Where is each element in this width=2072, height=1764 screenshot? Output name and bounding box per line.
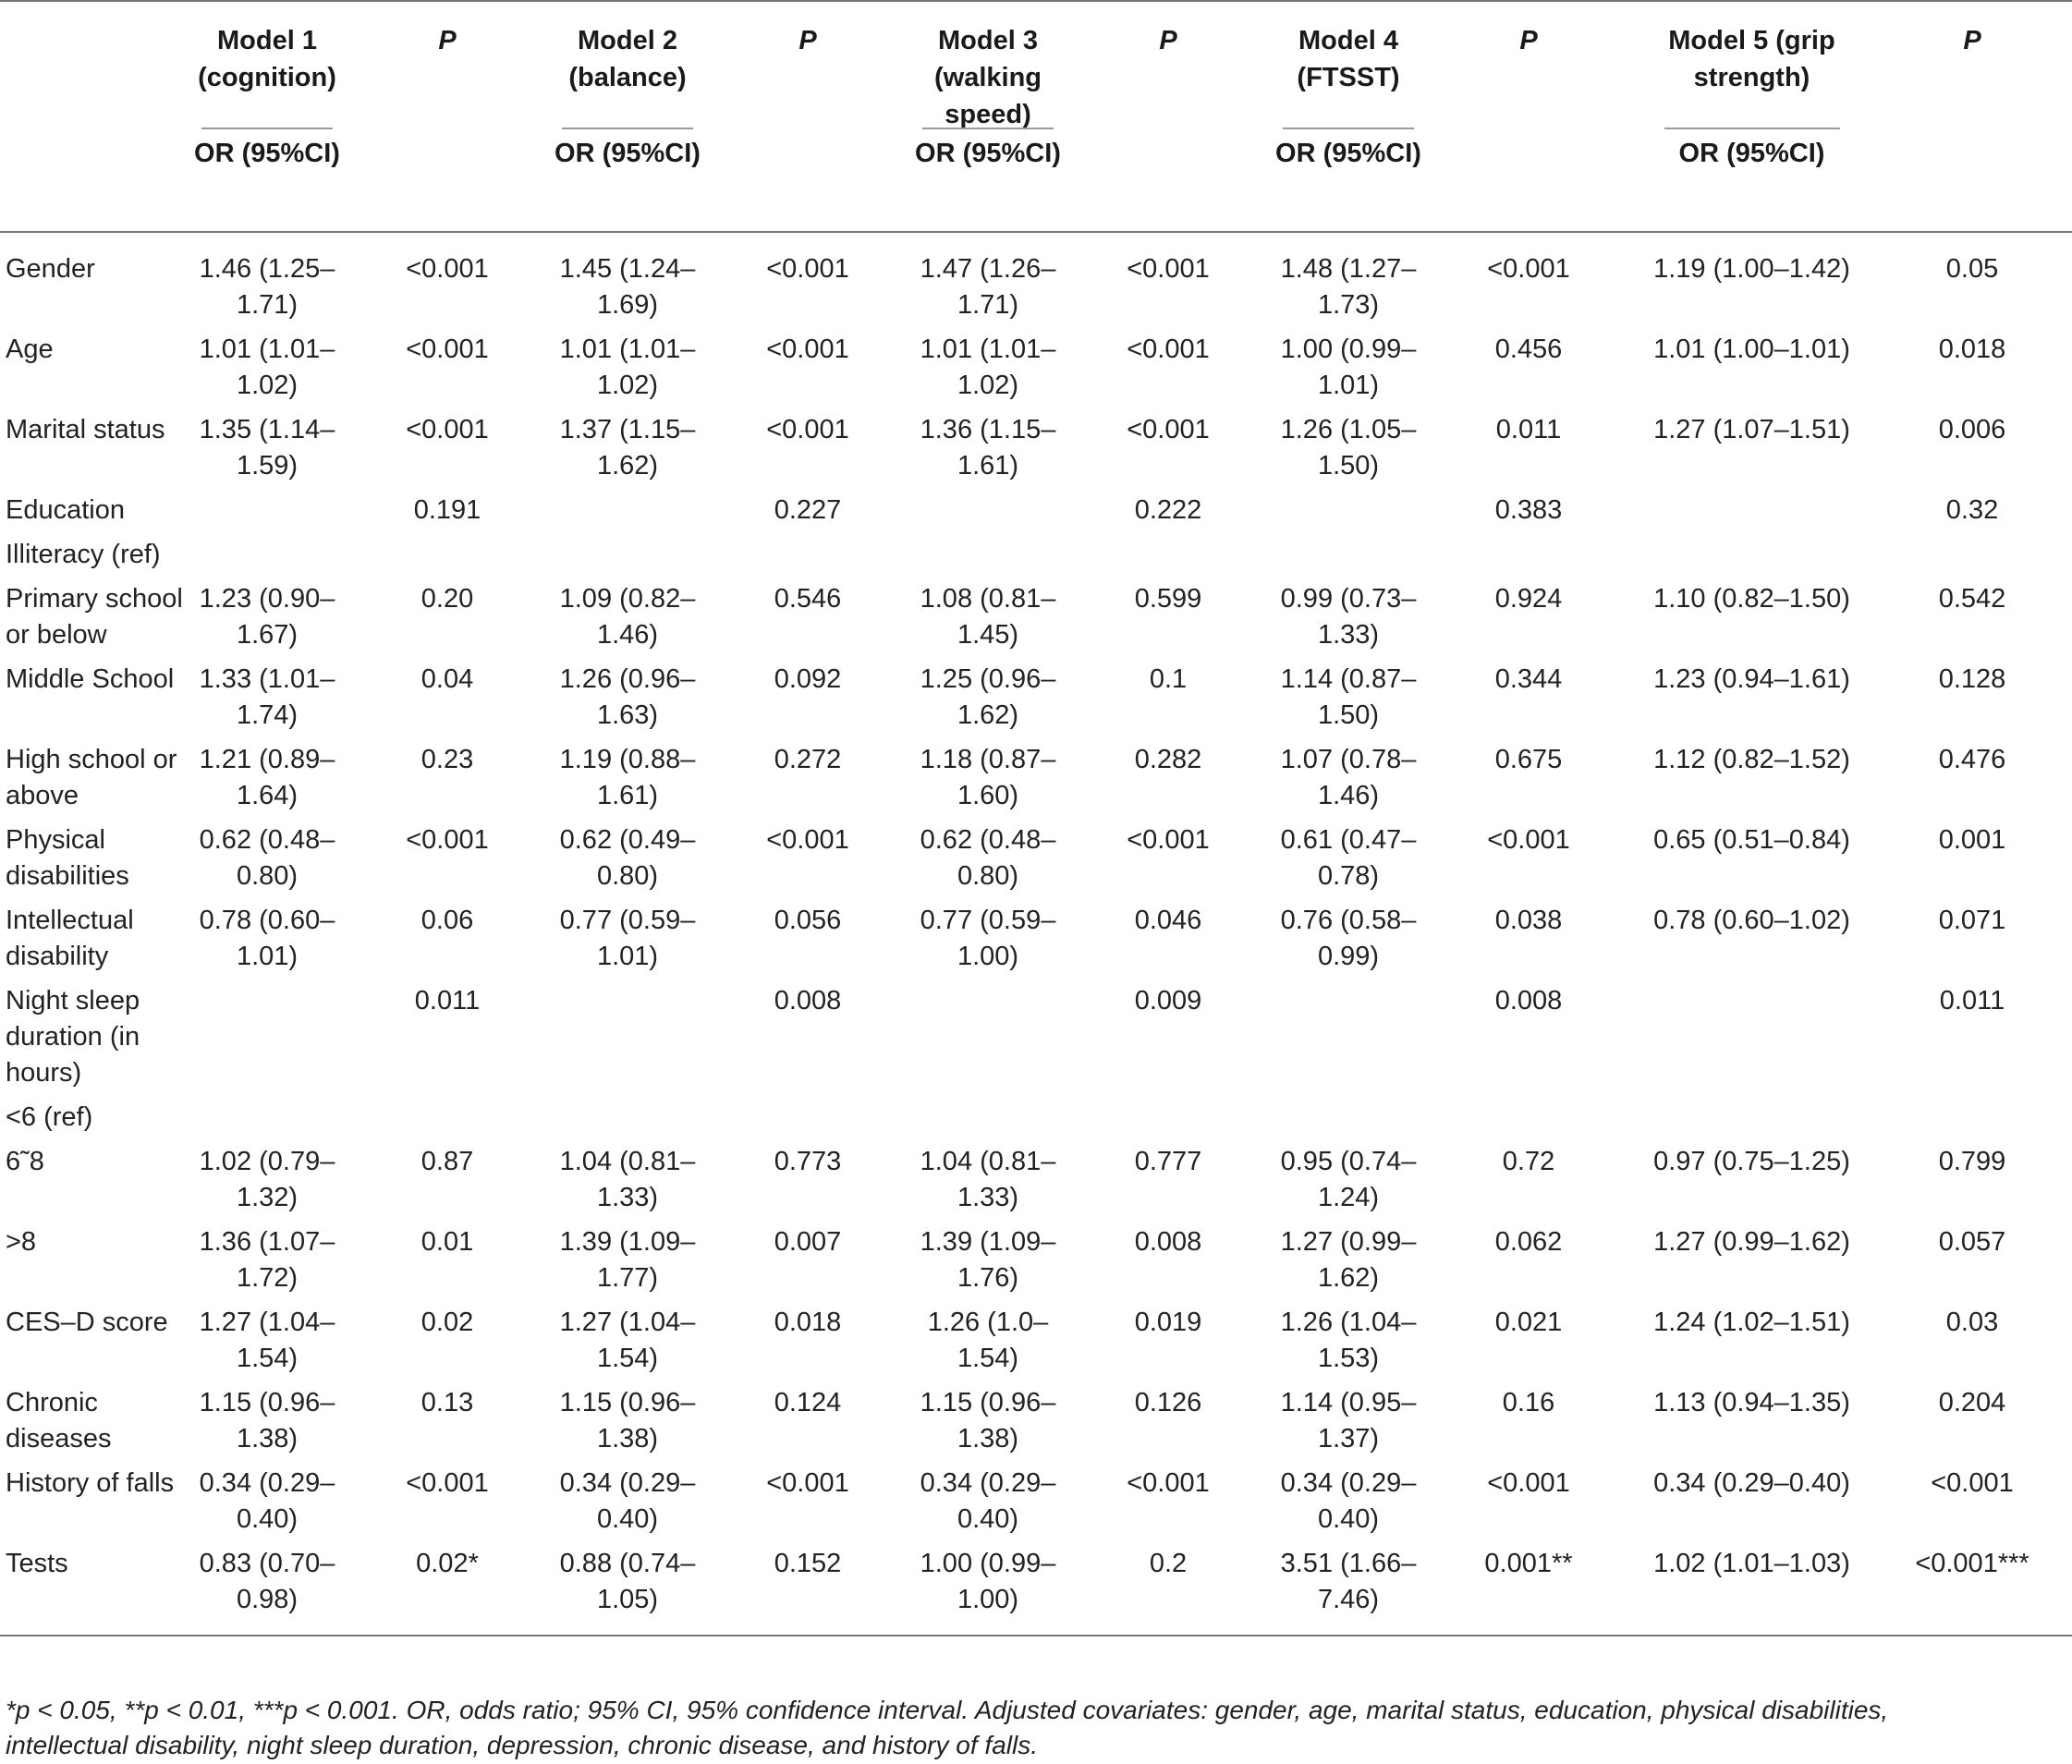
p-value-cell	[1426, 1100, 1631, 1144]
or-ci-cell: 1.47 (1.26–1.71)	[910, 232, 1066, 332]
or-ci-cell: 0.95 (0.74–1.24)	[1280, 1147, 1417, 1212]
or-ci-cell: 0.88 (0.74–1.05)	[550, 1546, 705, 1636]
table-row	[0, 742, 2072, 822]
p-value-cell: 0.222	[1134, 495, 1202, 525]
or-ci-cell: 1.13 (0.94–1.35)	[1653, 1388, 1850, 1417]
p-value-cell: 0.02*	[345, 1546, 550, 1636]
or-ci-cell: 1.25 (0.96–1.62)	[920, 664, 1056, 730]
table-header	[0, 1, 2072, 232]
p-value-cell: <0.001	[766, 1468, 849, 1498]
p-value-cell: <0.001	[766, 825, 849, 855]
p-value-cell: 0.011	[1939, 986, 2005, 1016]
table-row	[0, 1385, 2072, 1466]
p-value-cell: 0.675	[1494, 745, 1563, 774]
or-ci-cell	[1631, 493, 1872, 537]
table-row	[0, 1100, 2072, 1144]
p-value-cell: 0.05	[1872, 232, 2072, 332]
row-label: Primary school or below	[6, 584, 183, 650]
row-label: Tests	[0, 1546, 189, 1636]
p-value-cell: 0.32	[1945, 495, 1999, 525]
or-ci-cell: 0.78 (0.60–1.02)	[1653, 906, 1850, 935]
or-ci-cell	[189, 493, 345, 537]
or-ci-cell: 1.14 (0.87–1.50)	[1280, 664, 1417, 730]
or-ci-cell: 0.34 (0.29–0.40)	[559, 1468, 696, 1534]
p-value-cell: 0.126	[1134, 1388, 1202, 1417]
p-value-cell: 0.008	[1494, 986, 1563, 1016]
p-value-cell	[345, 537, 550, 581]
header-model-2: Model 2 (balance)	[550, 1, 705, 133]
p-value-cell: 0.018	[774, 1308, 842, 1337]
table-row	[0, 412, 2072, 493]
p-value-cell: 0.007	[774, 1227, 842, 1257]
p-value-cell: 0.227	[774, 495, 842, 525]
p-value-cell: 0.02	[420, 1308, 474, 1337]
p-value-cell: 0.046	[1134, 906, 1202, 935]
or-ci-cell: 1.23 (0.94–1.61)	[1653, 664, 1850, 694]
p-value-cell: 0.476	[1938, 745, 2006, 774]
or-ci-cell: 0.76 (0.58–0.99)	[1280, 906, 1417, 971]
table-row	[0, 1466, 2072, 1546]
p-value-cell	[1066, 1100, 1271, 1144]
or-ci-cell: 1.14 (0.95–1.37)	[1280, 1388, 1417, 1454]
p-value-cell: <0.001	[1426, 232, 1631, 332]
or-ci-cell: 1.27 (1.07–1.51)	[1653, 415, 1850, 444]
header-model-1: Model 1 (cognition)	[189, 1, 345, 133]
or-ci-cell: 0.99 (0.73–1.33)	[1280, 584, 1417, 650]
row-label: Illiteracy (ref)	[6, 540, 161, 569]
table-footnote: *p < 0.05, **p < 0.01, ***p < 0.001. OR, odds ratio; 95% CI, 95% confidence interval. Adjusted covariates: gender, age, marital status, education, physical disabilities, intellectual disability, night sleep duration, depression, chronic disease, and history of falls.	[6, 1696, 1889, 1759]
row-label: Gender	[0, 232, 189, 332]
p-value-cell: <0.001	[1487, 1468, 1570, 1498]
p-value-cell: 0.019	[1134, 1308, 1202, 1337]
header-cell	[0, 1, 189, 133]
table-body	[0, 232, 2072, 1636]
or-ci-cell	[550, 537, 705, 581]
p-value-cell: 0.13	[420, 1388, 474, 1417]
p-value-cell: <0.001	[345, 232, 550, 332]
or-ci-cell: 1.04 (0.81–1.33)	[559, 1147, 696, 1212]
or-ci-cell: 1.27 (0.99–1.62)	[1280, 1227, 1417, 1293]
row-label: Physical disabilities	[6, 825, 129, 891]
p-value-cell: <0.001	[406, 335, 489, 364]
or-ci-cell: 1.08 (0.81–1.45)	[920, 584, 1056, 650]
p-value-cell: 0.04	[420, 664, 474, 694]
p-value-cell: <0.001***	[1872, 1546, 2072, 1636]
or-ci-cell	[1631, 537, 1872, 581]
subheader-empty	[0, 133, 189, 232]
or-ci-cell: 0.97 (0.75–1.25)	[1653, 1147, 1850, 1176]
row-label: >8	[6, 1227, 37, 1257]
or-ci-cell	[910, 537, 1066, 581]
p-value-cell: <0.001	[1127, 415, 1210, 444]
or-ci-cell	[1271, 1100, 1426, 1144]
table-row	[0, 1546, 2072, 1636]
row-label: Age	[6, 335, 54, 364]
row-label: History of falls	[6, 1468, 175, 1498]
subheader-empty	[345, 133, 550, 232]
p-value-cell: 0.777	[1134, 1147, 1202, 1176]
header-model-5: Model 5 (grip strength)	[1631, 1, 1872, 133]
p-value-cell: 0.20	[420, 584, 474, 614]
or-ci-cell	[550, 1100, 705, 1144]
p-value-cell: 0.456	[1494, 335, 1563, 364]
or-ci-cell: 1.36 (1.15–1.61)	[920, 415, 1056, 481]
or-ci-cell	[1631, 983, 1872, 1100]
header-model-3: Model 3 (walking speed)	[910, 1, 1066, 133]
or-ci-cell: 1.26 (0.96–1.63)	[559, 664, 696, 730]
row-label: High school or above	[6, 745, 177, 810]
or-ci-cell: 0.34 (0.29–0.40)	[920, 1468, 1056, 1534]
or-ci-cell: 1.27 (1.04–1.54)	[199, 1308, 335, 1373]
p-value-cell: <0.001	[406, 415, 489, 444]
table-row	[0, 232, 2072, 332]
or-ci-cell: 0.62 (0.49–0.80)	[559, 825, 696, 891]
p-value-cell: 0.546	[774, 584, 842, 614]
p-value-cell: <0.001	[1127, 825, 1210, 855]
or-ci-cell: 1.23 (0.90–1.67)	[199, 584, 335, 650]
p-value-cell: 0.16	[1502, 1388, 1555, 1417]
or-ci-cell: 1.01 (1.01–1.02)	[199, 335, 335, 400]
or-ci-cell: 0.62 (0.48–0.80)	[920, 825, 1056, 891]
p-value-cell: <0.001	[705, 232, 910, 332]
p-value-cell: 0.23	[420, 745, 474, 774]
row-label: Intellectual disability	[6, 906, 134, 971]
p-value-cell: 0.128	[1938, 664, 2006, 694]
or-ci-cell: 1.15 (0.96–1.38)	[559, 1388, 696, 1454]
p-value-cell: 0.006	[1938, 415, 2006, 444]
table-row	[0, 983, 2072, 1100]
header-p: P	[1426, 1, 1631, 133]
or-ci-cell: 1.26 (1.05–1.50)	[1280, 415, 1417, 481]
p-value-cell	[1426, 537, 1631, 581]
table-row	[0, 581, 2072, 662]
or-ci-cell: 1.46 (1.25–1.71)	[189, 232, 345, 332]
header-divider	[922, 128, 1054, 129]
p-value-cell: 0.021	[1494, 1308, 1563, 1337]
or-ci-cell: 1.35 (1.14–1.59)	[199, 415, 335, 481]
or-ci-cell: 0.34 (0.29–0.40)	[199, 1468, 335, 1534]
or-ci-cell: 1.12 (0.82–1.52)	[1653, 745, 1850, 774]
table-row	[0, 822, 2072, 903]
p-value-cell: 0.009	[1134, 986, 1202, 1016]
header-p: P	[705, 1, 910, 133]
or-ci-cell: 1.48 (1.27–1.73)	[1271, 232, 1426, 332]
p-value-cell: 0.008	[1134, 1227, 1202, 1257]
p-value-cell: 0.191	[413, 495, 481, 525]
or-ci-cell: 1.21 (0.89–1.64)	[199, 745, 335, 810]
or-ci-cell: 1.39 (1.09–1.77)	[559, 1227, 696, 1293]
row-label: <6 (ref)	[6, 1102, 93, 1132]
row-label: Marital status	[6, 415, 165, 444]
p-value-cell: 0.542	[1938, 584, 2006, 614]
header-p: P	[345, 1, 550, 133]
p-value-cell: 0.599	[1134, 584, 1202, 614]
or-ci-cell: 1.01 (1.01–1.02)	[920, 335, 1056, 400]
or-ci-cell: 1.02 (1.01–1.03)	[1631, 1546, 1872, 1636]
p-value-cell: <0.001	[1127, 335, 1210, 364]
table-row	[0, 1305, 2072, 1385]
subheader-label: OR (95%CI)	[194, 139, 340, 168]
p-value-cell: 0.272	[774, 745, 842, 774]
or-ci-cell: 0.62 (0.48–0.80)	[199, 825, 335, 891]
p-value-cell: 0.282	[1134, 745, 1202, 774]
header-divider	[1283, 128, 1414, 129]
or-ci-cell: 0.78 (0.60–1.01)	[199, 906, 335, 971]
or-ci-cell: 1.01 (1.01–1.02)	[559, 335, 696, 400]
or-ci-cell	[550, 983, 705, 1100]
or-ci-cell: 1.45 (1.24–1.69)	[550, 232, 705, 332]
subheader-label: OR (95%CI)	[555, 139, 701, 168]
p-value-cell	[705, 1100, 910, 1144]
p-value-cell: <0.001	[1127, 1468, 1210, 1498]
subheader-or-ci	[1631, 133, 1872, 232]
table-row	[0, 493, 2072, 537]
p-value-cell	[705, 537, 910, 581]
p-value-cell	[1066, 537, 1271, 581]
p-value-cell: 0.01	[420, 1227, 474, 1257]
header-divider	[201, 128, 333, 129]
subheader-empty	[705, 133, 910, 232]
subheader-or-ci	[910, 133, 1066, 232]
header-p: P	[1066, 1, 1271, 133]
or-ci-cell: 0.77 (0.59–1.01)	[559, 906, 696, 971]
table-row	[0, 537, 2072, 581]
or-ci-cell: 1.19 (0.88–1.61)	[559, 745, 696, 810]
subheader-empty	[1872, 133, 2072, 232]
p-value-cell: 0.001	[1938, 825, 2006, 855]
or-ci-cell: 1.10 (0.82–1.50)	[1653, 584, 1850, 614]
or-ci-cell: 1.01 (1.00–1.01)	[1653, 335, 1850, 364]
header-model-4: Model 4 (FTSST)	[1271, 1, 1426, 133]
p-value-cell: 0.038	[1494, 906, 1563, 935]
p-value-cell	[345, 1100, 550, 1144]
p-value-cell	[1872, 1100, 2072, 1144]
table-row	[0, 1144, 2072, 1224]
or-ci-cell	[1631, 1100, 1872, 1144]
p-value-cell: <0.001	[766, 335, 849, 364]
p-value-cell	[1872, 537, 2072, 581]
row-label: Night sleep duration (in hours)	[6, 986, 140, 1088]
subheader-label: OR (95%CI)	[1275, 139, 1421, 168]
header-row	[0, 1, 2072, 133]
or-ci-cell: 0.34 (0.29–0.40)	[1280, 1468, 1417, 1534]
or-ci-cell: 1.26 (1.0–1.54)	[927, 1308, 1049, 1373]
table-row	[0, 662, 2072, 742]
p-value-cell: 0.057	[1938, 1227, 2006, 1257]
p-value-cell: 0.06	[420, 906, 474, 935]
p-value-cell: 0.87	[420, 1147, 474, 1176]
p-value-cell: 0.773	[774, 1147, 842, 1176]
or-ci-cell	[910, 1100, 1066, 1144]
row-label: 6˜8	[6, 1147, 44, 1176]
table-row	[0, 332, 2072, 412]
header-divider	[562, 128, 693, 129]
or-ci-cell: 0.34 (0.29–0.40)	[1653, 1468, 1850, 1498]
or-ci-cell: 1.19 (1.00–1.42)	[1631, 232, 1872, 332]
p-value-cell: 0.204	[1938, 1388, 2006, 1417]
or-ci-cell: 1.36 (1.07–1.72)	[199, 1227, 335, 1293]
p-value-cell: 0.056	[774, 906, 842, 935]
or-ci-cell	[910, 493, 1066, 537]
p-value-cell: 0.72	[1502, 1147, 1555, 1176]
p-value-cell: 0.018	[1938, 335, 2006, 364]
or-ci-cell	[1271, 537, 1426, 581]
p-value-cell: 0.924	[1494, 584, 1563, 614]
or-ci-cell: 3.51 (1.66–7.46)	[1271, 1546, 1426, 1636]
subheader-row	[0, 133, 2072, 232]
or-ci-cell: 1.00 (0.99–1.00)	[910, 1546, 1066, 1636]
subheader-label: OR (95%CI)	[915, 139, 1061, 168]
p-value-cell: 0.071	[1938, 906, 2006, 935]
row-label: Education	[6, 495, 125, 525]
or-ci-cell: 1.27 (1.04–1.54)	[559, 1308, 696, 1373]
or-ci-cell: 0.65 (0.51–0.84)	[1653, 825, 1850, 855]
p-value-cell: <0.001	[406, 1468, 489, 1498]
p-value-cell: 0.008	[774, 986, 842, 1016]
or-ci-cell: 1.27 (0.99–1.62)	[1653, 1227, 1850, 1257]
table-row	[0, 1224, 2072, 1305]
subheader-empty	[1066, 133, 1271, 232]
p-value-cell: 0.2	[1066, 1546, 1271, 1636]
or-ci-cell	[550, 493, 705, 537]
p-value-cell: 0.152	[705, 1546, 910, 1636]
row-label: CES–D score	[6, 1308, 168, 1337]
or-ci-cell: 1.26 (1.04–1.53)	[1280, 1308, 1417, 1373]
or-ci-cell: 1.24 (1.02–1.51)	[1653, 1308, 1850, 1337]
p-value-cell: 0.124	[774, 1388, 842, 1417]
p-value-cell: 0.344	[1494, 664, 1563, 694]
p-value-cell: <0.001	[1487, 825, 1570, 855]
p-value-cell: 0.383	[1494, 495, 1563, 525]
header-p: P	[1872, 1, 2072, 133]
or-ci-cell: 1.39 (1.09–1.76)	[920, 1227, 1056, 1293]
p-value-cell: 0.1	[1149, 664, 1188, 694]
or-ci-cell: 0.77 (0.59–1.00)	[920, 906, 1056, 971]
p-value-cell: <0.001	[406, 825, 489, 855]
row-label: Chronic diseases	[6, 1388, 112, 1454]
or-ci-cell: 1.18 (0.87–1.60)	[920, 745, 1056, 810]
p-value-cell: 0.799	[1938, 1147, 2006, 1176]
or-ci-cell: 0.61 (0.47–0.78)	[1280, 825, 1417, 891]
or-ci-cell: 0.83 (0.70–0.98)	[189, 1546, 345, 1636]
or-ci-cell: 1.33 (1.01–1.74)	[199, 664, 335, 730]
or-ci-cell: 1.00 (0.99–1.01)	[1280, 335, 1417, 400]
row-label: Middle School	[6, 664, 175, 694]
p-value-cell: 0.011	[414, 986, 481, 1016]
or-ci-cell: 1.15 (0.96–1.38)	[920, 1388, 1056, 1454]
subheader-or-ci	[1271, 133, 1426, 232]
p-value-cell: <0.001	[1931, 1468, 2014, 1498]
p-value-cell: 0.092	[774, 664, 842, 694]
p-value-cell: <0.001	[766, 415, 849, 444]
subheader-empty	[1426, 133, 1631, 232]
or-ci-cell	[189, 1100, 345, 1144]
or-ci-cell: 1.09 (0.82–1.46)	[559, 584, 696, 650]
table-row	[0, 903, 2072, 983]
subheader-or-ci	[550, 133, 705, 232]
or-ci-cell	[1271, 493, 1426, 537]
p-value-cell: 0.062	[1494, 1227, 1563, 1257]
or-ci-cell	[189, 983, 345, 1100]
or-ci-cell: 1.15 (0.96–1.38)	[199, 1388, 335, 1454]
or-ci-cell	[189, 537, 345, 581]
p-value-cell: 0.03	[1945, 1308, 1999, 1337]
p-value-cell: 0.001**	[1426, 1546, 1631, 1636]
or-ci-cell: 1.37 (1.15–1.62)	[559, 415, 696, 481]
subheader-label: OR (95%CI)	[1678, 139, 1825, 168]
p-value-cell: 0.011	[1495, 415, 1562, 444]
subheader-or-ci	[189, 133, 345, 232]
or-ci-cell: 1.04 (0.81–1.33)	[920, 1147, 1056, 1212]
or-ci-cell: 1.07 (0.78–1.46)	[1280, 745, 1417, 810]
p-value-cell: <0.001	[1066, 232, 1271, 332]
or-ci-cell	[910, 983, 1066, 1100]
or-ci-cell: 1.02 (0.79–1.32)	[199, 1147, 335, 1212]
header-divider	[1664, 128, 1840, 129]
or-ci-cell	[1271, 983, 1426, 1100]
